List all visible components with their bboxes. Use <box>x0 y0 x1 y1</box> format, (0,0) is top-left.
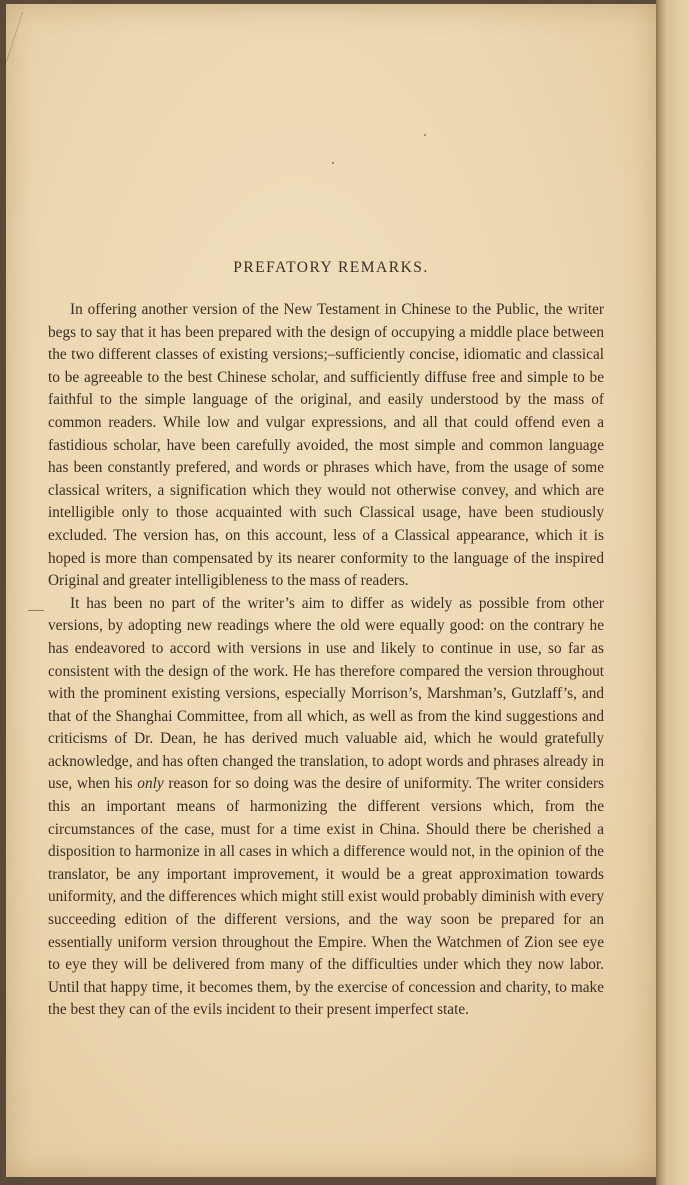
margin-mark <box>28 610 44 611</box>
page-gutter <box>656 0 666 1185</box>
paragraph-1: In offering another version of the New Testament in Chinese to the Public, the writer begs to say that it has been prepared with the design of occupying a middle place between the two different classes of existing versions;–sufficiently concise, idiomatic and classical to be agreeable to the best Chinese scholar, and sufficiently diffuse free and simple to be faithful to the simple language of the original, and easily understood by the mass of common readers. While low and vulgar expressions, and all that could offend even a fastidious scholar, have been carefully avoided, the most simple and common language has been constantly prefered, and words or phrases which have, from the usage of some classical writers, a signification which they would not otherwise convey, and which are intelligible only to those acquainted with such Classical usage, have been studiously excluded. The version has, on this account, less of a Classical appearance, which it is hoped is more than compensated by its nearer conformity to the language of the inspired Original and greater intelligibleness to the mass of readers. <box>48 301 604 590</box>
page-title: PREFATORY REMARKS. <box>233 259 429 276</box>
body-text <box>48 299 604 1022</box>
paragraph-2-text-a: It has been no part of the writer’s aim to differ as widely as possible from other versions, by adopting new readings where the old were equally good: on the contrary he has endeavored to accord with versions in use and likely to continue in use, so far as consistent with the design of the work. He has therefore compared the version throughout with the prominent existing versions, especially Morrison’s, Marshman’s, Gutzlaff’s, and that of the Shanghai Committee, from all which, as well as from the kind suggestions and criticisms of Dr. Dean, he has derived much valuable aid, which he would gratefully acknowledge, and has often changed the translation, to adopt words and phrases already in use, when his <box>48 594 604 793</box>
paper-speck <box>332 162 334 164</box>
paragraph-2-text-b: reason for so doing was the desire of uniformity. The writer considers this an important means of harmonizing the different versions which, from the circumstances of the case, must for a time exist in China. Should there be cherished a disposition to harmonize in all cases in which a difference would not, in the opinion of the translator, be any important improvement, it would be a great approximation towards uniformity, and the differences which might still exist would probably diminish with every succeeding edition of the different versions, and the way soon be prepared for an essentially uniform version throughout the Empire. When the Watchmen of Zion see eye to eye they will be delivered from many of the difficulties under which they now labor. Until that happy time, it becomes them, by the exercise of concession and charity, to make the best they can of the evils incident to their present imperfect state. <box>48 775 604 1019</box>
paper-speck <box>424 134 426 136</box>
corner-crease <box>6 12 53 62</box>
paragraph-2 <box>48 593 604 1022</box>
adjacent-page-edge <box>666 0 689 1185</box>
emphasis-only: only <box>137 775 164 793</box>
paper-page <box>6 4 656 1177</box>
